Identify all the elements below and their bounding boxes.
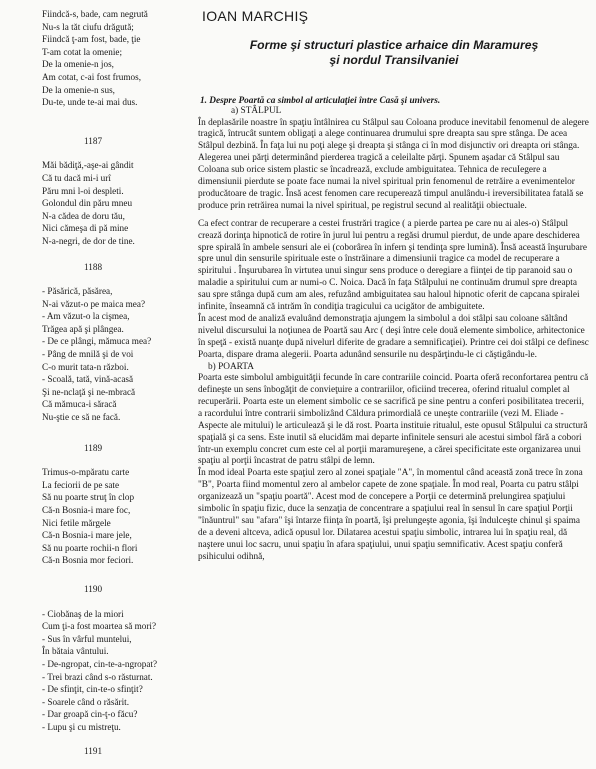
section-heading: 1. Despre Poartă ca simbol al articulaţiei între Casă şi univers. bbox=[200, 96, 441, 106]
poem-line: Că-n Bosnia-i mare jele, bbox=[42, 530, 132, 541]
poem-line: - Lupu şi cu mistreţu. bbox=[42, 721, 121, 732]
poem-line: N-a cădea de doru tău, bbox=[42, 210, 125, 221]
paragraph: În mod ideal Poarta este spaţiul zero al zonei spaţiale "A", în momentul când această zonă trece în zona "B", Poarta fiind momentul zero al ambelor capete de zone spaţiale. În mod real, Poarta cu patru stâlpi organizează un "spaţiu poartă". Acest mod de concepere a Porţii ce determină prelungirea spaţiului simbolic în spaţiu fizic, duce la senzaţia de concentrare a spaţiului real în sensul în care spaţiul Porţii "înăuntrul" sau "afara" îşi întarze fiinţa în poartă, îşi prelungeşte agonia, îşi îndulceşte chinul şi spaima de a deveni altceva, adică opusul lor. Dilatarea acestui spaţiu simbolic, intrarea lui în spaţiu real, dă naştere unui loc sacru, unui spaţiu în afara spaţiului, unui spaţiu semnificativ. Acest spaţiu conferă psihicului odihnă, bbox=[198, 468, 583, 562]
poem-line: Măi bădiţă,-aşe-ai gândit bbox=[42, 160, 134, 171]
poem-line: Fiindcă ţ-am fost, bade, ţie bbox=[42, 34, 141, 45]
poem-number: 1187 bbox=[84, 135, 103, 146]
poem-line: Fiindcă-s, bade, cam negrută bbox=[42, 9, 148, 19]
poem-number: 1188 bbox=[84, 261, 103, 272]
poem-line: - Dar groapă cin-ţ-o făcu? bbox=[42, 709, 138, 720]
poem-1189 bbox=[42, 466, 174, 567]
poem-number: 1189 bbox=[84, 442, 103, 453]
poem-line: T-am cotat la omenie; bbox=[42, 46, 123, 57]
poem-line: În bătaia vântului. bbox=[42, 646, 109, 657]
poem-line: Cum ţi-a fost moartea să mori? bbox=[42, 621, 157, 632]
poem-line: Am cotat, c-ai fost frumos, bbox=[42, 71, 141, 82]
poem-line: Că-n Bosnia mor feciori. bbox=[42, 555, 134, 566]
poem-line: Nu-s la tăt ciufu drăgută; bbox=[42, 21, 134, 32]
poem-line: - Am văzut-o la cişmea, bbox=[42, 311, 130, 322]
folk-poems-column bbox=[42, 8, 174, 769]
poem-number: 1191 bbox=[84, 745, 103, 756]
paragraph: Ca efect contrar de recuperare a cestei frustrări tragice ( a pierde partea pe care nu ai ales-o) Stâlpul crează dorinţa hipnotică de rotire în jurul lui pentru a regăsi drumul pierdut, de unde apare deschiderea spre spirală în ambele sensuri ale ei (coborârea în infern şi tendinţa spre lumină). Însă această înşurubare spre unul din sensurile spirituale este o înstrăinare a dimensiunii tragice ca model de recuperare a spiritului . Înşurubarea în virtutea unui singur sens produce o deregiare a fiinţei de tip paranoid sau o maladie a spiritului cum ar numi-o C. Noica. Dacă în faţa Stâlpului ne continuăm drumul spre dreapta sau spre stânga după cum am ales, refuzând ambiguitatea sau haloul hipnotic oferit de capcana spiralei infinite, înseamnă că intrăm în condiţia tragicului ca ucigător de ambiguitete. bbox=[198, 218, 588, 313]
poem-line: - De ce plângi, mămuca mea? bbox=[42, 336, 152, 347]
subsection-heading-stalpul: a) STÂLPUL bbox=[231, 106, 282, 116]
article-title bbox=[198, 38, 590, 68]
poem-line: - Ciobănaş de la miori bbox=[42, 608, 124, 619]
poem-line: - De sfinţit, cin-te-o sfinţit? bbox=[42, 684, 143, 695]
poem-line: Că-n Bosnia-i mare foc, bbox=[42, 505, 131, 515]
poem-line: Să nu poarte rochii-n flori bbox=[42, 542, 138, 553]
poem-line: De la omenie-n sus, bbox=[42, 84, 115, 95]
author-name: IOAN MARCHIŞ bbox=[202, 8, 309, 24]
poem-line: Nu-ştie ce să ne facă. bbox=[42, 412, 121, 423]
poem-line: - Pâng de mnilă şi de voi bbox=[42, 349, 134, 360]
poem-line: De la omenie-n jos, bbox=[42, 59, 114, 70]
poem-line: Că tu dacă mi-i urî bbox=[42, 172, 111, 183]
poem-line: Că mămuca-i săracă bbox=[42, 399, 117, 410]
poem-line: Du-te, unde te-ai mai dus. bbox=[42, 97, 138, 108]
subsection-heading-poarta: b) POARTA bbox=[208, 361, 254, 372]
poem-number: 1190 bbox=[84, 583, 103, 594]
paragraph: Alegerea unei părţi determinând pierderea tragică a celeilalte părţi. Spunem aşadar că Stâlpul sau Coloana sub orice sistem plastic se încadrează, exclude ambiguitatea. Tehnica de recuIegere a dimensiunii pierdute se poate face numai la nivel spiritual prin fenomenul de retrăire a evenimentelor producătoare de tragic. Însă acest fenomen care recuperează timpul anulându-i ireversibilitatea fatală se produce prin retrăirea numai la nivel spiritual, pe registrul secund al realităţii obiectuale. bbox=[198, 153, 584, 211]
poem-line: - Sus în vârful muntelui, bbox=[42, 633, 132, 644]
poem-1187 bbox=[42, 159, 174, 247]
poem-1188 bbox=[42, 285, 174, 424]
poem-line: Să nu poarte struţ în clop bbox=[42, 492, 135, 503]
title-line-1: Forme şi structuri plastice arhaice din Maramureş bbox=[249, 38, 539, 52]
poem-line: C-o murit tata-n război. bbox=[42, 361, 129, 372]
poem-line: N-a-negri, de dor de tine. bbox=[42, 235, 135, 246]
poem-line: Nici fetile mărgele bbox=[42, 517, 111, 528]
poem-line: La feciorii de pe sate bbox=[42, 479, 120, 490]
paragraph: În deplasările noastre în spaţiu întâlnirea cu Stâlpul sau Coloana produce inevitabil fenomenul de alegere tragică, întrucât suntem obligaţi a alege continuarea drumului spre dreapta sau spre stânga. De acea Stâlpul dezbină. În faţa lui nu poţi alege şi dreapta şi stânga ci în mod disjunctiv ori dreapta ori stânga. bbox=[198, 117, 589, 152]
poem-line: - Trei brazi când s-o răsturnat. bbox=[42, 671, 153, 682]
poem-line: - De-ngropat, cin-te-a-ngropat? bbox=[42, 658, 158, 669]
paragraph: În acest mod de analiză evaluând demonstraţia ajungem la simbolul a doi stâlpi sau coloane săltând nivelul discursului la noţiunea de Poartă sau Arc ( deşi între cele două elemente simbolice, arhitectonice în speţă - există nuanţe după nivelurl diferite de gradare a semnificaţiei). Printre cei doi stâlpi ce definesc Poarta, dispare drama alegerii. Poarta adunând sensurile nu despărţindu-le ci căştigându-le. bbox=[198, 314, 589, 360]
poem-line: Păru mni l-oi despleti. bbox=[42, 185, 124, 196]
poem-line: Şi ne-nclaţă şi ne-mbracă bbox=[42, 386, 136, 397]
poem-line: - Soarele când o răsărit. bbox=[42, 696, 129, 707]
article-column bbox=[198, 8, 590, 564]
poem-line: Trimus-o-mpăratu carte bbox=[42, 467, 130, 478]
poem-line: - Păsărică, păsărea, bbox=[42, 286, 113, 297]
poem-line: N-ai văzut-o pe maica mea? bbox=[42, 298, 146, 309]
poem-line: Trăgea apă şi plângea. bbox=[42, 323, 124, 334]
poem-line: Golondul din păru mneu bbox=[42, 198, 133, 209]
paragraph: Poarta este simbolul ambiguităţii fecunde în care contrariile coincid. Poarta oferă reconfortarea pentru că defineşte un sens înbogăţit de convieţuire a contrariilor, oficiind trecerea, oferind ritualul complet al recuperării. Poarta este un element simbolic ce se sacrifică pe sine pentru a conferi posibilitatea trecerii, a racordului între contrarii simbolizând Căldura primordială ce uneşte contrariile (vezi M. Eliade - Aspecte ale mitului) le articulează şi le dă rost. Poarta instituie ritualul, este opusul Stâlpului ca structură spaţială şi ca sens. Este inutil să elucidăm mai departe infinitele sensuri ale acestui simbol fără a cobori într-un exemplu concret cum este cel al porţii maramureşene, a cărei specificitate este organizarea unui spaţiu al porţii încastrat de patru stâlpi de lemn. bbox=[198, 373, 589, 467]
poem-line: - Scoală, tată, vină-acasă bbox=[42, 374, 134, 385]
poem-line: Nici cămeşa di pă mine bbox=[42, 223, 129, 234]
title-line-2: şi nordul Transilvaniei bbox=[329, 53, 459, 67]
intro-stanza bbox=[42, 8, 174, 109]
poem-1190 bbox=[42, 608, 174, 734]
